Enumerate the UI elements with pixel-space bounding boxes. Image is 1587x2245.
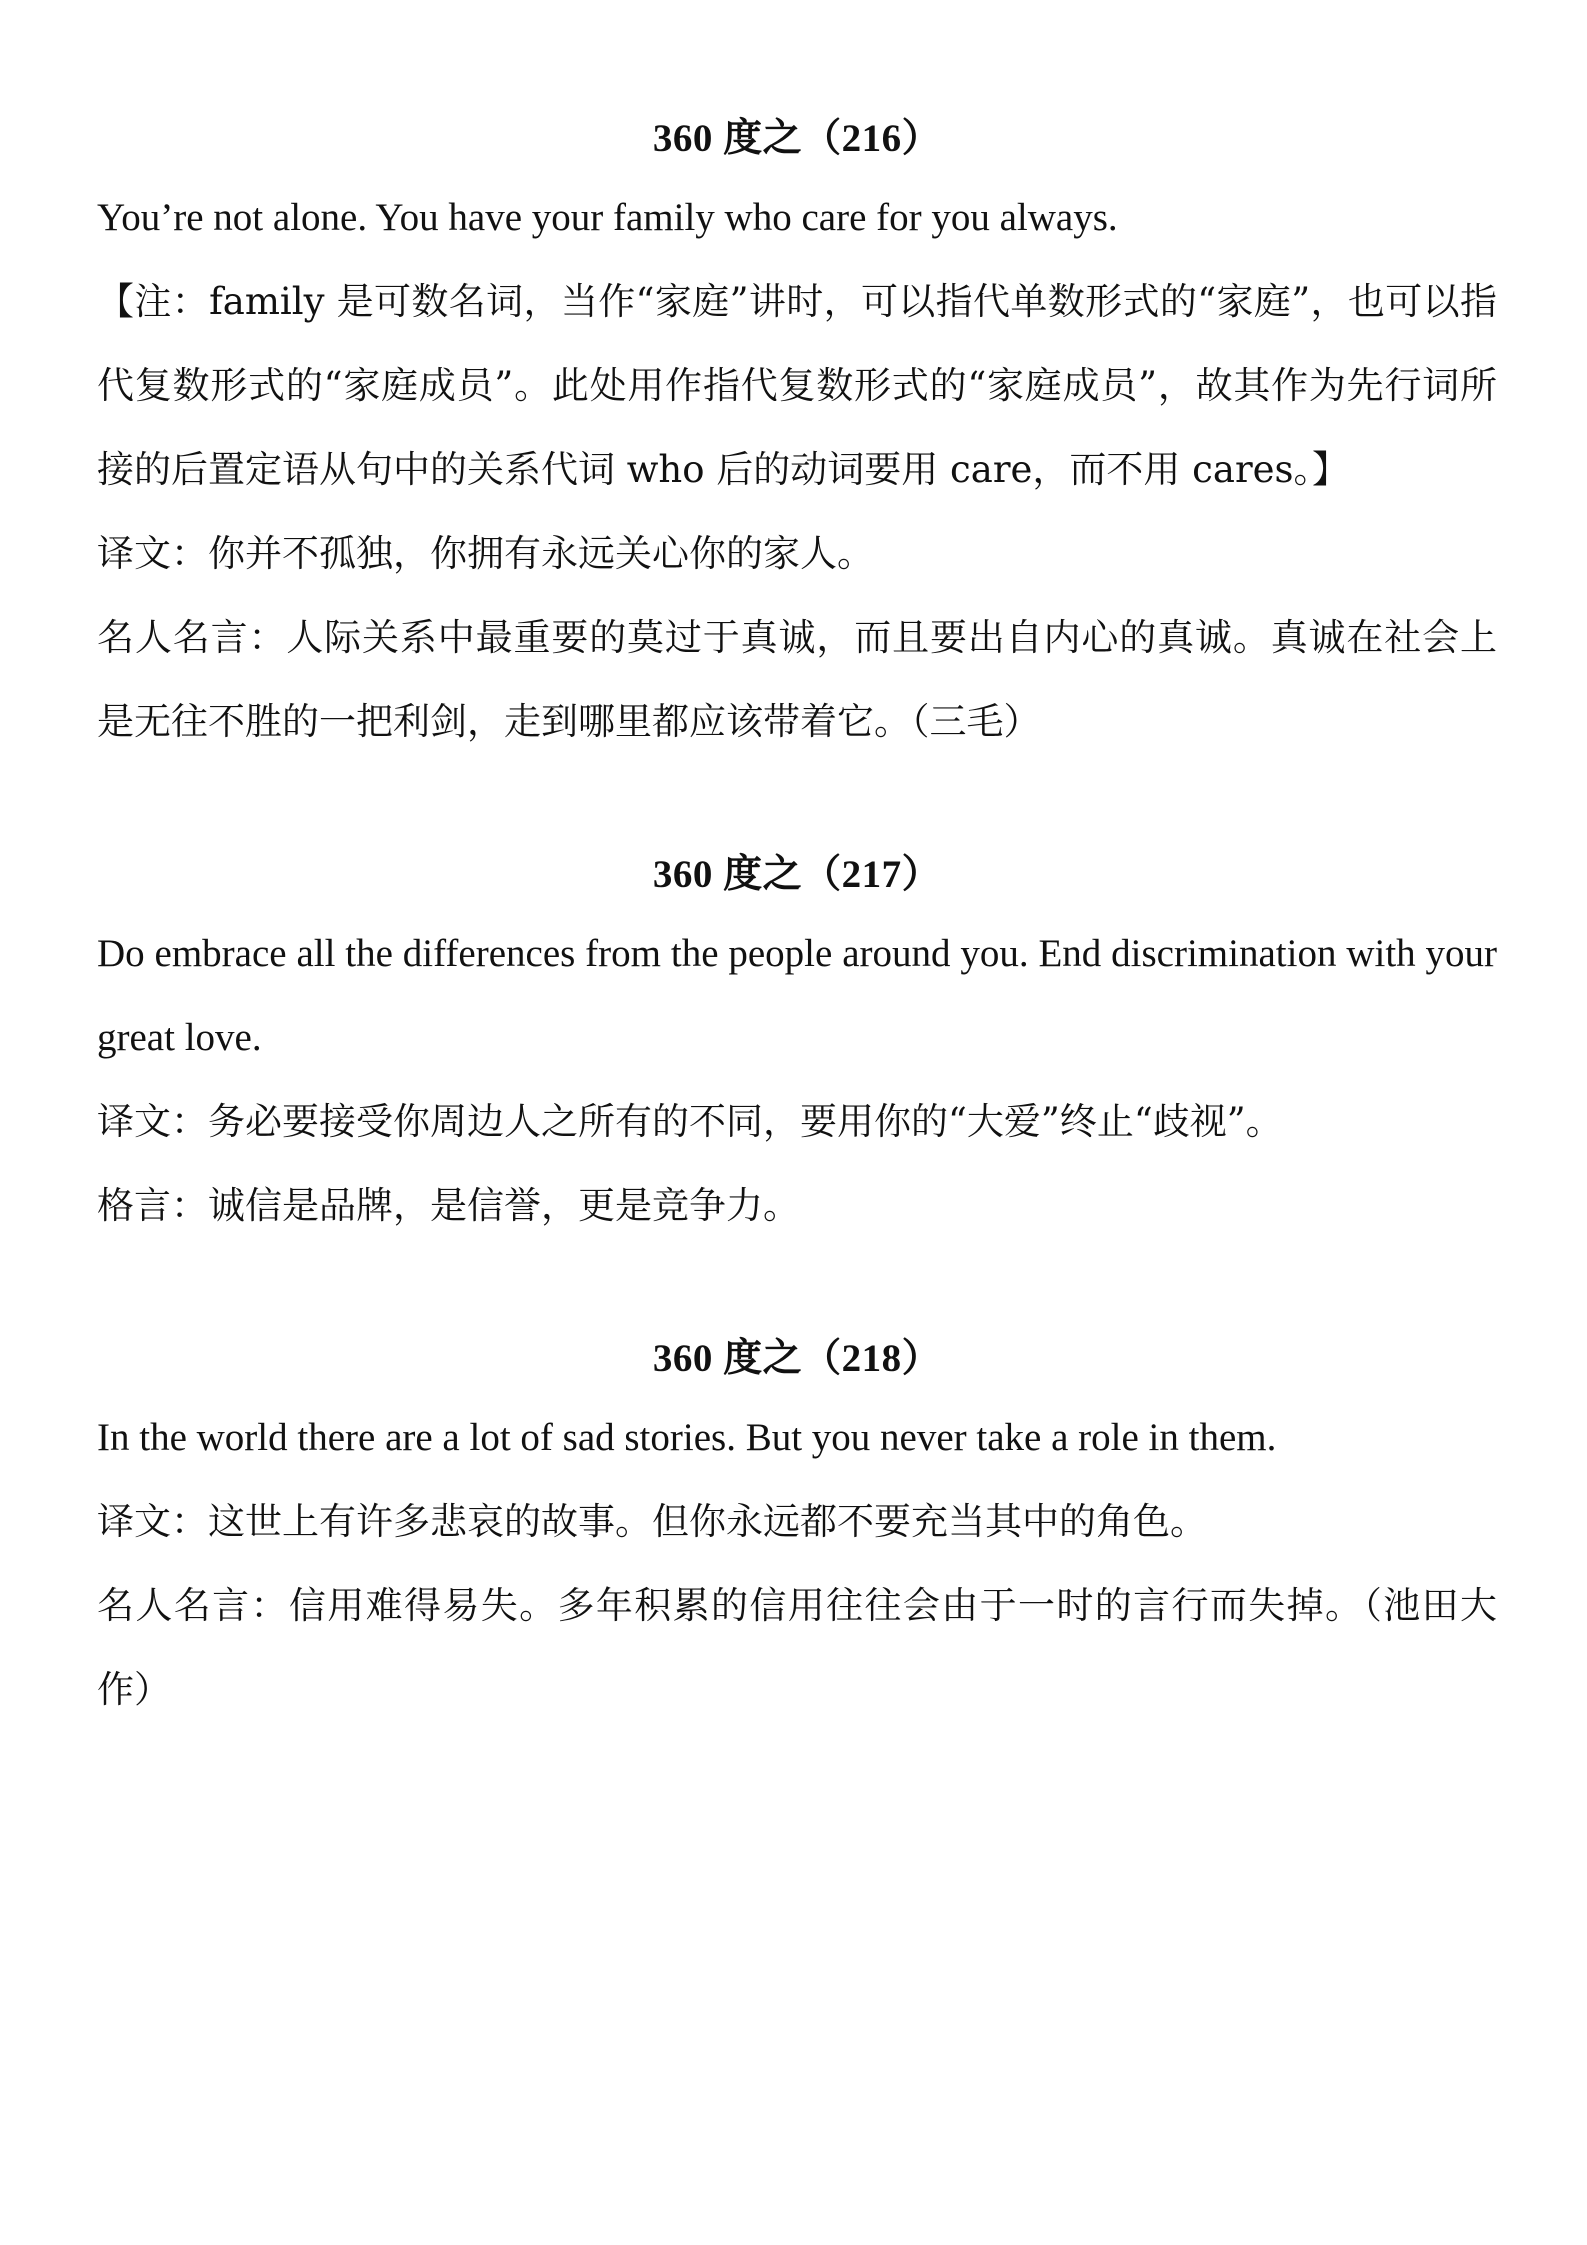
english-sentence: You’re not alone. You have your family who care for you always. (97, 196, 1118, 239)
section-title: 360 度之（216） (652, 117, 942, 160)
translation: 译文：这世上有许多悲哀的故事。但你永远都不要充当其中的角色。 (97, 1500, 1207, 1543)
section-title: 360 度之（218） (652, 1337, 942, 1380)
document-content (97, 112, 1497, 1732)
section-218 (97, 1332, 1497, 1732)
section-217 (97, 848, 1497, 1248)
famous-quote: 名人名言：人际关系中最重要的莫过于真诚，而且要出自内心的真诚。真诚在社会上是无往不胜的一把利剑，走到哪里都应该带着它。（三毛） (97, 616, 1497, 743)
english-sentence: Do embrace all the differences from the people around you. End discrimination with your great love. (97, 932, 1497, 1059)
famous-quote: 名人名言：信用难得易失。多年积累的信用往往会由于一时的言行而失掉。（池田大作） (97, 1584, 1497, 1711)
section-216 (97, 112, 1497, 764)
translation: 译文：你并不孤独，你拥有永远关心你的家人。 (97, 532, 874, 575)
english-sentence: In the world there are a lot of sad stories. But you never take a role in them. (97, 1416, 1277, 1459)
motto: 格言：诚信是品牌，是信誉，更是竞争力。 (97, 1184, 800, 1227)
grammar-note: 【注：family 是可数名词，当作“家庭”讲时，可以指代单数形式的“家庭”，也可以指代复数形式的“家庭成员”。此处用作指代复数形式的“家庭成员”，故其作为先行词所接的后置定语从句中的关系代词 who 后的动词要用 care，而不用 cares。】 (97, 280, 1497, 491)
section-title: 360 度之（217） (652, 853, 942, 896)
translation: 译文：务必要接受你周边人之所有的不同，要用你的“大爱”终止“歧视”。 (97, 1100, 1283, 1143)
